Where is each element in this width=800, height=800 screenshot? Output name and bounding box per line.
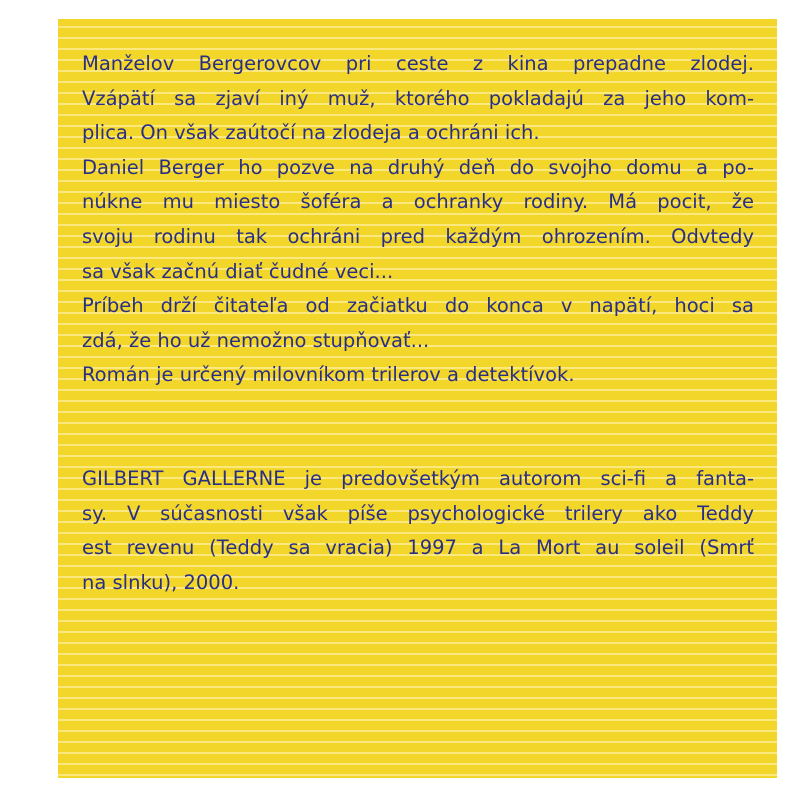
paragraph-suspense	[82, 289, 754, 358]
text-line: plica. On však zaútočí na zlodeja a ochráni ich.	[82, 121, 540, 145]
text-line: sy. V súčasnosti však píše psychologické trilery ako Teddy	[82, 501, 754, 525]
text-line: núkne mu miesto šoféra a ochranky rodiny. Má pocit, že	[82, 190, 754, 214]
text-line: Manželov Bergerovcov pri ceste z kina prepadne zlodej.	[82, 52, 754, 75]
cover-text	[82, 47, 754, 600]
text-line: Vzápätí sa zjaví iný muž, ktorého pokladajú za jeho kom-	[82, 86, 754, 110]
paragraph-author-bio	[82, 462, 754, 600]
paragraph-plot-intro	[82, 47, 754, 151]
paragraph-audience	[82, 358, 754, 393]
text-line: GILBERT GALLERNE je predovšetkým autorom sci-fi a fanta-	[82, 466, 754, 490]
text-line: na slnku), 2000.	[82, 570, 240, 594]
paragraph-spacer	[82, 393, 754, 462]
paragraph-plot-offer	[82, 151, 754, 289]
text-line: zdá, že ho už nemožno stupňovať...	[82, 328, 430, 352]
text-line: Daniel Berger ho pozve na druhý deň do svojho domu a po-	[82, 155, 754, 179]
book-back-cover	[58, 19, 777, 778]
text-line: est revenu (Teddy sa vracia) 1997 a La Mort au soleil (Smrť	[82, 536, 754, 560]
text-line: svoju rodinu tak ochráni pred každým ohrozením. Odvtedy	[82, 224, 754, 248]
text-line: Román je určený milovníkom trilerov a detektívok.	[82, 363, 575, 387]
text-line: Príbeh drží čitateľa od začiatku do konca v napätí, hoci sa	[82, 294, 754, 318]
text-line: sa však začnú diať čudné veci...	[82, 259, 394, 283]
